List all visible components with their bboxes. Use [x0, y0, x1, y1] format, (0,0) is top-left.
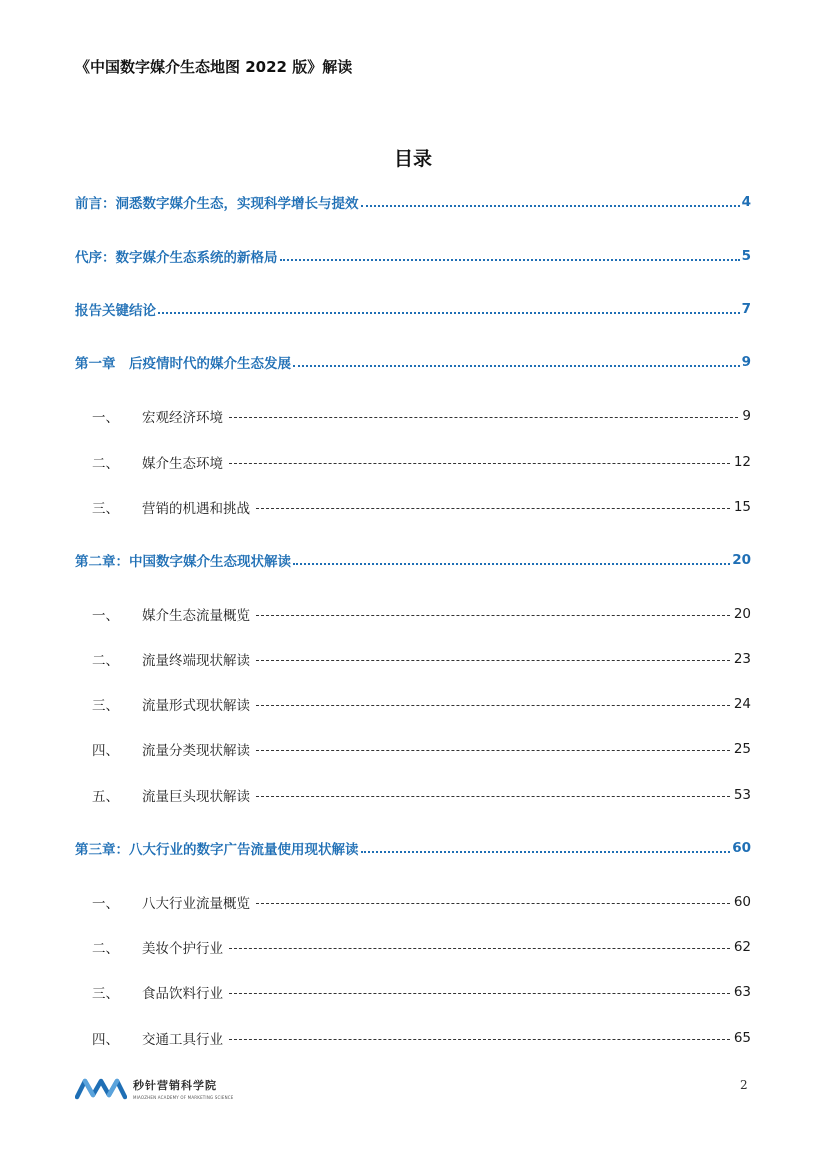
toc-entry-page: 20 [733, 606, 751, 622]
toc-entry-page: 53 [733, 787, 751, 803]
toc-subentry-number: 二、 [92, 941, 119, 957]
toc-leader [256, 705, 730, 706]
toc-leader [361, 851, 731, 853]
toc-entry-page: 7 [741, 301, 751, 317]
toc-leader [256, 750, 730, 751]
toc-subentry[interactable] [75, 649, 751, 669]
toc-subentry-number: 五、 [92, 789, 119, 805]
toc-entry-label: 前言：洞悉数字媒介生态，实现科学增长与提效 [75, 196, 359, 212]
brand-name: 秒针营销科学院 [133, 1078, 217, 1092]
toc-entry-page: 5 [741, 248, 751, 264]
toc-entry-foreword[interactable] [75, 246, 751, 266]
toc-subentry-number: 三、 [92, 501, 119, 517]
toc-entry-page: 65 [733, 1030, 751, 1046]
toc-entry-label: 媒介生态环境 [142, 456, 223, 472]
toc-entry-label: 代序：数字媒介生态系统的新格局 [75, 250, 278, 266]
toc-entry-label: 食品饮料行业 [142, 986, 223, 1002]
toc-subentry[interactable] [75, 892, 751, 912]
toc-subentry[interactable] [75, 739, 751, 759]
toc-leader [229, 993, 730, 994]
toc-subentry-number: 四、 [92, 743, 119, 759]
page-number: 2 [740, 1078, 748, 1092]
toc-subentry[interactable] [75, 452, 751, 472]
toc-leader [293, 365, 740, 367]
toc-entry-page: 9 [741, 354, 751, 370]
toc-subentry-number: 一、 [92, 896, 119, 912]
toc-subentry-number: 四、 [92, 1032, 119, 1048]
toc-leader [361, 205, 740, 207]
brand-logo [75, 1075, 234, 1101]
toc-entry-chapter-2[interactable] [75, 550, 751, 570]
toc-subentry[interactable] [75, 497, 751, 517]
toc-entry-label: 交通工具行业 [142, 1032, 223, 1048]
toc-entry-chapter-3[interactable] [75, 838, 751, 858]
toc-entry-page: 62 [733, 939, 751, 955]
toc-subentry[interactable] [75, 1028, 751, 1048]
toc-leader [256, 615, 730, 616]
toc-entry-page: 60 [732, 840, 751, 856]
toc-subentry-number: 一、 [92, 410, 119, 426]
toc-entry-page: 60 [733, 894, 751, 910]
toc-entry-preface[interactable] [75, 192, 751, 212]
toc-entry-label: 八大行业流量概览 [142, 896, 250, 912]
toc-entry-label: 流量形式现状解读 [142, 698, 250, 714]
toc-leader [229, 1039, 730, 1040]
toc-subentry[interactable] [75, 937, 751, 957]
toc-entry-page: 25 [733, 741, 751, 757]
toc-entry-label: 宏观经济环境 [142, 410, 223, 426]
toc-subentry[interactable] [75, 406, 751, 426]
toc-entry-page: 9 [742, 408, 751, 424]
toc-entry-page: 12 [733, 454, 751, 470]
toc-heading: 目录 [393, 148, 432, 170]
toc-leader [229, 463, 730, 464]
toc-subentry-number: 三、 [92, 986, 119, 1002]
toc-subentry[interactable] [75, 694, 751, 714]
toc-subentry[interactable] [75, 982, 751, 1002]
header-title: 《中国数字媒介生态地图 2022 版》解读 [75, 58, 353, 76]
toc-entry-page: 24 [733, 696, 751, 712]
toc-leader [229, 948, 730, 949]
toc-entry-label: 媒介生态流量概览 [142, 608, 250, 624]
toc-entry-page: 15 [733, 499, 751, 515]
toc-entry-label: 第三章：八大行业的数字广告流量使用现状解读 [75, 842, 359, 858]
toc-entry-label: 报告关键结论 [75, 303, 156, 319]
toc-entry-page: 4 [741, 194, 751, 210]
toc-subentry-number: 二、 [92, 456, 119, 472]
toc-leader [293, 563, 730, 565]
toc-entry-chapter-1[interactable] [75, 352, 751, 372]
toc-entry-page: 20 [732, 552, 751, 568]
toc-subentry-number: 一、 [92, 608, 119, 624]
toc-subentry-number: 三、 [92, 698, 119, 714]
toc-entry-label: 第二章：中国数字媒介生态现状解读 [75, 554, 291, 570]
toc-leader [158, 312, 740, 314]
toc-leader [256, 796, 730, 797]
brand-mark-icon [75, 1075, 127, 1101]
toc-entry-page: 23 [733, 651, 751, 667]
toc-subentry[interactable] [75, 604, 751, 624]
toc-entry-label: 营销的机遇和挑战 [142, 501, 250, 517]
toc-entry-label: 流量终端现状解读 [142, 653, 250, 669]
toc-leader [256, 660, 730, 661]
toc-subentry[interactable] [75, 785, 751, 805]
toc-entry-key-findings[interactable] [75, 299, 751, 319]
toc-leader [256, 903, 730, 904]
toc-entry-label: 流量分类现状解读 [142, 743, 250, 759]
toc-subentry-number: 二、 [92, 653, 119, 669]
toc-leader [280, 259, 740, 261]
toc-entry-label: 美妆个护行业 [142, 941, 223, 957]
toc-leader [229, 417, 738, 418]
toc-entry-page: 63 [733, 984, 751, 1000]
toc-leader [256, 508, 730, 509]
brand-subtitle: MIAOZHEN ACADEMY OF MARKETING SCIENCE [133, 1094, 234, 1100]
toc-entry-label: 流量巨头现状解读 [142, 789, 250, 805]
toc-entry-label: 第一章 后疫情时代的媒介生态发展 [75, 356, 291, 372]
